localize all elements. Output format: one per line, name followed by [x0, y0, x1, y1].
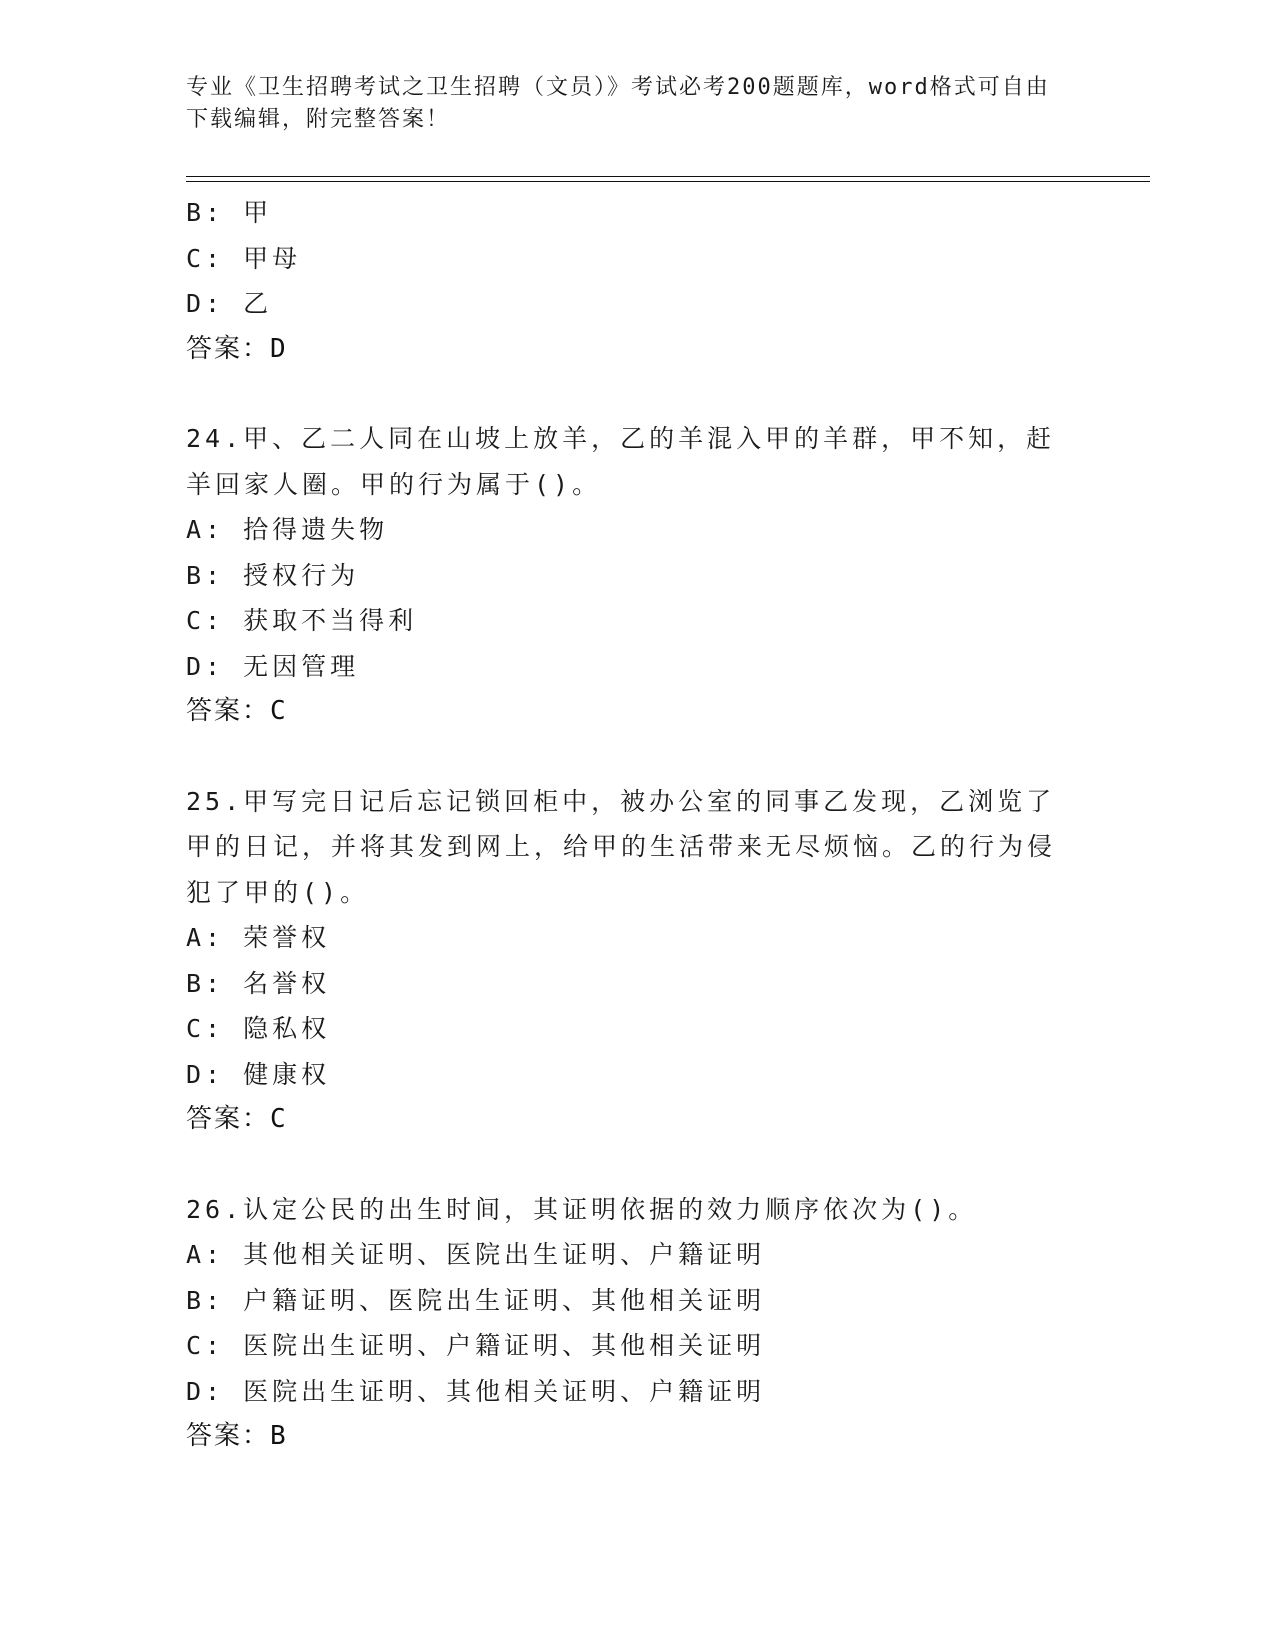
question-23-continued — [186, 190, 1086, 372]
header-divider-bottom — [186, 181, 1150, 182]
header-divider-top — [186, 176, 1150, 177]
option-c: C: 获取不当得利 — [186, 606, 418, 635]
question-text: 25.甲写完日记后忘记锁回柜中，被办公室的同事乙发现，乙浏览了甲的日记，并将其发到网上，给甲的生活带来无尽烦恼。乙的行为侵犯了甲的()。 — [186, 786, 1057, 907]
option-d: D: 健康权 — [186, 1059, 331, 1089]
option-c: C: 甲母 — [186, 243, 302, 273]
question-26 — [186, 1187, 1086, 1460]
question-25 — [186, 779, 1086, 1143]
option-a: A: 荣誉权 — [186, 923, 331, 952]
question-list — [186, 190, 1086, 1460]
option-d: D: 无因管理 — [186, 651, 360, 681]
option-b: B: 授权行为 — [186, 560, 360, 590]
question-24 — [186, 416, 1086, 735]
answer-text: 答案：B — [186, 1421, 288, 1451]
option-c: C: 隐私权 — [186, 1014, 331, 1043]
option-b: B: 名誉权 — [186, 968, 331, 998]
answer-text: 答案：C — [186, 1104, 288, 1134]
option-a: A: 拾得遗失物 — [186, 515, 389, 544]
question-text: 26.认定公民的出生时间，其证明依据的效力顺序依次为()。 — [186, 1194, 978, 1224]
answer-text: 答案：D — [186, 333, 288, 364]
option-d: D: 医院出生证明、其他相关证明、户籍证明 — [186, 1376, 766, 1406]
option-b: B: 甲 — [186, 198, 273, 227]
question-text: 24.甲、乙二人同在山坡上放羊，乙的羊混入甲的羊群，甲不知，赶羊回家人圈。甲的行为属于()。 — [186, 424, 1056, 499]
option-a: A: 其他相关证明、医院出生证明、户籍证明 — [186, 1240, 766, 1269]
option-c: C: 医院出生证明、户籍证明、其他相关证明 — [186, 1331, 766, 1360]
document-header: 专业《卫生招聘考试之卫生招聘（文员）》考试必考200题题库，word格式可自由下载编辑，附完整答案！ — [186, 75, 1050, 132]
option-b: B: 户籍证明、医院出生证明、其他相关证明 — [186, 1285, 766, 1315]
option-d: D: 乙 — [186, 289, 273, 318]
answer-text: 答案：C — [186, 696, 288, 726]
